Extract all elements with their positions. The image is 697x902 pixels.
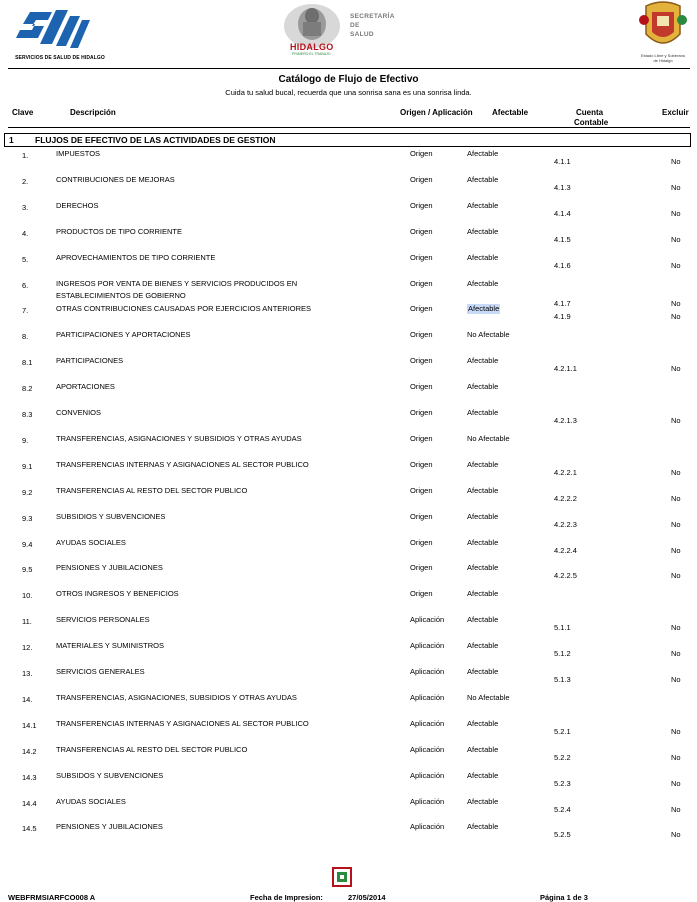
row-origen-aplicacion: Origen	[410, 459, 433, 469]
row-afectable: Afectable	[467, 149, 499, 158]
row-origen-aplicacion: Origen	[410, 149, 433, 158]
footer-emblem-icon	[332, 867, 352, 887]
row-excluir: No	[671, 571, 681, 581]
row-clave: 8.1	[22, 358, 33, 368]
header-table-divider	[8, 127, 690, 128]
row-excluir: No	[671, 416, 681, 425]
row-descripcion: PARTICIPACIONES	[56, 356, 124, 366]
hidalgo-brand: HIDALGO	[290, 42, 334, 52]
row-excluir: No	[671, 649, 681, 659]
row-cuenta-contable: 5.1.2	[554, 649, 571, 659]
row-clave: 14.4	[22, 798, 37, 808]
row-origen-aplicacion: Aplicación	[410, 822, 445, 832]
row-afectable: Afectable	[467, 563, 499, 573]
row-afectable: Afectable	[467, 511, 499, 521]
row-clave: 9.2	[22, 487, 33, 497]
row-descripcion: INGRESOS POR VENTA DE BIENES Y SERVICIOS PRODUCIDOS EN	[56, 278, 298, 288]
row-origen-aplicacion: Origen	[410, 330, 433, 340]
row-afectable: Afectable	[467, 252, 499, 262]
row-origen-aplicacion: Origen	[410, 485, 433, 495]
row-cuenta-contable: 4.1.9	[554, 312, 571, 322]
row-cuenta-contable: 4.2.2.5	[554, 571, 577, 581]
report-code: WEBFRMSIARFCO008 A	[8, 893, 96, 902]
row-clave: 14.1	[22, 720, 37, 730]
row-excluir: No	[671, 467, 681, 477]
row-origen-aplicacion: Origen	[410, 382, 433, 392]
row-descripcion: SUBSIDOS Y SUBVENCIONES	[56, 770, 164, 780]
row-afectable: Afectable	[467, 822, 499, 832]
row-clave: 13.	[22, 669, 33, 678]
row-descripcion: ESTABLECIMIENTOS DE GOBIERNO	[56, 290, 186, 300]
page-subtitle: Cuida tu salud bucal, recuerda que una sonrisa sana es una sonrisa linda.	[225, 88, 472, 97]
section-header	[4, 133, 691, 147]
row-descripcion: SUBSIDIOS Y SUBVENCIONES	[56, 511, 166, 521]
row-excluir: No	[671, 157, 681, 166]
row-afectable: Afectable	[467, 718, 499, 728]
row-clave: 6.	[22, 280, 29, 290]
row-cuenta-contable: 5.1.3	[554, 675, 571, 684]
row-origen-aplicacion: Aplicación	[410, 667, 445, 676]
row-cuenta-contable: 4.1.6	[554, 260, 571, 270]
row-afectable: Afectable	[467, 796, 499, 806]
hidalgo-coat-of-arms	[632, 0, 694, 64]
row-descripcion: TRANSFERENCIAS, ASIGNACIONES, SUBSIDIOS Y OTRAS AYUDAS	[56, 692, 297, 702]
row-origen-aplicacion: Aplicación	[410, 770, 445, 780]
row-clave: 9.3	[22, 513, 33, 523]
hidalgo-tagline: PRIMERO EL TRABAJO	[292, 52, 331, 56]
row-descripcion: AYUDAS SOCIALES	[56, 796, 126, 806]
page-indicator: Página 1 de 3	[540, 893, 588, 902]
print-date-value: 27/05/2014	[348, 893, 386, 902]
row-excluir: No	[671, 182, 681, 192]
row-descripcion: IMPUESTOS	[56, 149, 101, 158]
row-origen-aplicacion: Origen	[410, 589, 433, 599]
row-cuenta-contable: 4.2.1.3	[554, 416, 577, 425]
col-afectable: Afectable	[492, 108, 529, 117]
row-excluir: No	[671, 312, 681, 322]
row-origen-aplicacion: Aplicación	[410, 641, 445, 651]
row-clave: 3.	[22, 202, 29, 212]
row-clave: 7.	[22, 306, 29, 316]
row-afectable: Afectable	[467, 200, 499, 210]
row-clave: 11.	[22, 617, 32, 627]
row-descripcion: AYUDAS SOCIALES	[56, 537, 126, 547]
col-excluir: Excluir	[662, 108, 689, 117]
header-divider	[8, 68, 690, 69]
row-origen-aplicacion: Origen	[410, 200, 433, 210]
row-clave: 8.2	[22, 384, 33, 394]
row-afectable: No Afectable	[467, 330, 510, 340]
row-cuenta-contable: 4.1.3	[554, 182, 571, 192]
row-descripcion: DERECHOS	[56, 200, 99, 210]
row-origen-aplicacion: Origen	[410, 304, 433, 314]
row-origen-aplicacion: Origen	[410, 433, 433, 443]
row-cuenta-contable: 5.2.3	[554, 778, 571, 788]
row-afectable: Afectable	[467, 459, 499, 469]
row-excluir: No	[671, 519, 681, 529]
row-excluir: No	[671, 675, 681, 684]
row-descripcion: APORTACIONES	[56, 382, 115, 392]
col-descripcion: Descripción	[70, 108, 116, 117]
row-clave: 8.3	[22, 410, 33, 419]
row-clave: 9.4	[22, 539, 33, 549]
section-label: FLUJOS DE EFECTIVO DE LAS ACTIVIDADES DE GESTION	[35, 135, 276, 145]
row-descripcion: TRANSFERENCIAS INTERNAS Y ASIGNACIONES AL SECTOR PUBLICO	[56, 718, 309, 728]
row-excluir: No	[671, 545, 681, 555]
row-clave: 8.	[22, 332, 29, 342]
row-cuenta-contable: 4.2.2.1	[554, 467, 577, 477]
row-descripcion: PRODUCTOS DE TIPO CORRIENTE	[56, 226, 182, 236]
row-descripcion: PARTICIPACIONES Y APORTACIONES	[56, 330, 191, 340]
row-origen-aplicacion: Origen	[410, 226, 433, 236]
row-afectable: Afectable	[468, 304, 500, 314]
hidalgo-secretaria-logo	[276, 2, 406, 60]
row-excluir: No	[671, 804, 681, 814]
row-cuenta-contable: 4.2.2.4	[554, 545, 577, 555]
row-cuenta-contable: 5.1.1	[554, 623, 571, 633]
row-afectable: Afectable	[467, 485, 499, 495]
page-title: Catálogo de Flujo de Efectivo	[278, 74, 419, 85]
row-cuenta-contable: 4.1.5	[554, 234, 571, 244]
row-afectable: No Afectable	[467, 692, 510, 702]
secretaria-text: SECRETARÍA DE SALUD	[350, 13, 395, 38]
row-origen-aplicacion: Origen	[410, 408, 433, 417]
row-afectable: Afectable	[467, 615, 499, 625]
coat-of-arms-icon	[632, 0, 694, 52]
col-contable: Contable	[574, 118, 609, 127]
row-descripcion: APROVECHAMIENTOS DE TIPO CORRIENTE	[56, 252, 216, 262]
row-excluir: No	[671, 752, 681, 762]
row-descripcion: TRANSFERENCIAS, ASIGNACIONES Y SUBSIDIOS Y OTRAS AYUDAS	[56, 433, 302, 443]
row-afectable: Afectable	[467, 408, 499, 417]
row-cuenta-contable: 4.2.2.3	[554, 519, 577, 529]
col-clave: Clave	[12, 108, 34, 117]
row-clave: 2.	[22, 176, 29, 186]
row-afectable: Afectable	[467, 226, 499, 236]
row-clave: 4.	[22, 228, 29, 238]
row-origen-aplicacion: Origen	[410, 174, 433, 184]
row-excluir: No	[671, 778, 681, 788]
row-clave: 5.	[22, 254, 29, 264]
row-excluir: No	[671, 208, 681, 218]
row-descripcion: PENSIONES Y JUBILACIONES	[56, 822, 163, 832]
print-date-label: Fecha de Impresion:	[250, 893, 323, 902]
row-clave: 14.2	[22, 746, 37, 756]
ssh-logo	[8, 4, 112, 62]
row-cuenta-contable: 5.2.1	[554, 726, 571, 736]
ssh-logo-caption: SERVICIOS DE SALUD DE HIDALGO	[15, 55, 105, 61]
row-excluir: No	[671, 726, 681, 736]
row-cuenta-contable: 4.2.1.1	[554, 364, 577, 374]
row-afectable: Afectable	[467, 382, 499, 392]
row-descripcion: SERVICIOS PERSONALES	[56, 615, 150, 625]
row-cuenta-contable: 5.2.2	[554, 752, 571, 762]
row-clave: 12.	[22, 643, 33, 653]
row-afectable: Afectable	[467, 537, 499, 547]
row-clave: 10.	[22, 591, 33, 601]
row-excluir: No	[671, 623, 681, 633]
row-cuenta-contable: 5.2.5	[554, 830, 571, 840]
row-descripcion: OTROS INGRESOS Y BENEFICIOS	[56, 589, 179, 599]
row-origen-aplicacion: Aplicación	[410, 692, 445, 702]
row-afectable: Afectable	[467, 356, 499, 366]
row-excluir: No	[671, 830, 681, 840]
row-excluir: No	[671, 234, 681, 244]
row-clave: 9.	[22, 435, 29, 445]
row-cuenta-contable: 4.2.2.2	[554, 493, 577, 503]
row-origen-aplicacion: Aplicación	[410, 796, 445, 806]
row-origen-aplicacion: Aplicación	[410, 718, 445, 728]
row-cuenta-contable: 4.1.7	[554, 298, 571, 308]
row-excluir: No	[671, 260, 681, 270]
row-descripcion: TRANSFERENCIAS AL RESTO DEL SECTOR PUBLICO	[56, 744, 248, 754]
row-clave: 14.	[22, 694, 33, 704]
row-origen-aplicacion: Aplicación	[410, 615, 445, 625]
row-cuenta-contable: 5.2.4	[554, 804, 571, 814]
row-clave: 14.5	[22, 824, 37, 834]
row-excluir: No	[671, 298, 681, 308]
row-afectable: Afectable	[467, 667, 499, 676]
row-origen-aplicacion: Origen	[410, 356, 433, 366]
row-cuenta-contable: 4.1.4	[554, 208, 571, 218]
row-descripcion: CONVENIOS	[56, 408, 102, 417]
row-origen-aplicacion: Origen	[410, 563, 433, 573]
row-clave: 9.5	[22, 565, 33, 575]
col-origen-aplicacion: Origen / Aplicación	[400, 108, 473, 117]
row-descripcion: PENSIONES Y JUBILACIONES	[56, 563, 163, 573]
row-origen-aplicacion: Origen	[410, 511, 433, 521]
row-origen-aplicacion: Aplicación	[410, 744, 445, 754]
row-descripcion: TRANSFERENCIAS INTERNAS Y ASIGNACIONES AL SECTOR PUBLICO	[56, 459, 309, 469]
row-afectable: Afectable	[467, 278, 499, 288]
row-descripcion: OTRAS CONTRIBUCIONES CAUSADAS POR EJERCICIOS ANTERIORES	[56, 304, 312, 314]
row-afectable: Afectable	[467, 589, 499, 599]
row-excluir: No	[671, 364, 681, 374]
section-clave: 1	[9, 135, 14, 145]
row-descripcion: CONTRIBUCIONES DE MEJORAS	[56, 174, 175, 184]
row-origen-aplicacion: Origen	[410, 278, 433, 288]
row-origen-aplicacion: Origen	[410, 537, 433, 547]
row-descripcion: MATERIALES Y SUMINISTROS	[56, 641, 164, 651]
row-cuenta-contable: 4.1.1	[554, 157, 571, 166]
row-clave: 1.	[22, 151, 29, 160]
col-cuenta: Cuenta	[576, 108, 604, 117]
row-clave: 14.3	[22, 772, 37, 782]
row-excluir: No	[671, 493, 681, 503]
coat-of-arms-caption: Estado Libre y Soberano de Hidalgo	[640, 53, 686, 63]
row-afectable: Afectable	[467, 174, 499, 184]
row-origen-aplicacion: Origen	[410, 252, 433, 262]
row-afectable: Afectable	[467, 641, 499, 651]
row-descripcion: TRANSFERENCIAS AL RESTO DEL SECTOR PUBLICO	[56, 485, 248, 495]
row-afectable: No Afectable	[467, 433, 510, 443]
ssh-logo-icon	[8, 4, 112, 54]
row-afectable: Afectable	[467, 744, 499, 754]
row-clave: 9.1	[22, 461, 33, 471]
row-descripcion: SERVICIOS GENERALES	[56, 667, 145, 676]
row-afectable: Afectable	[467, 770, 499, 780]
